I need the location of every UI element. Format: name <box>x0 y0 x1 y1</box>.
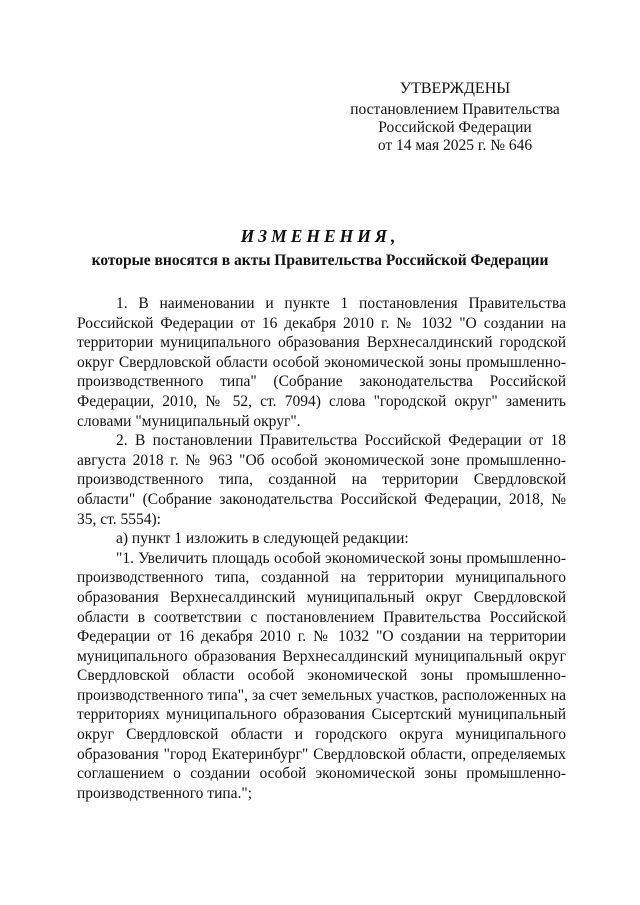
approval-line-3: от 14 мая 2025 г. № 646 <box>377 137 533 154</box>
document-title: ИЗМЕНЕНИЯ, <box>240 226 400 246</box>
paragraph-quoted-point-1: "1. Увеличить площадь особой экономической зоны промышленно-производственного типа, созданной на территории муниципального образования Верхнесалдинский муниципальный округ Свердловской области в соответствии с постановлением Правительства Российской Федерации от 16 декабря 2010 г. № 1032 "О создании на территории муниципального образования Верхнесалдинский муниципальный округ Свердловской области особой экономической зоны промышленно-производственного типа", за счет земельных участков, расположенных на территориях муниципального образования Сысертский муниципальный округ Свердловской области и городского округа муниципального образования "город Екатеринбург" Свердловской области, определяемых соглашением о создании особой экономической зоны промышленно-производственного типа."; <box>77 549 566 802</box>
document-body <box>77 294 566 803</box>
paragraph-2: 2. В постановлении Правительства Российской Федерации от 18 августа 2018 г. № 963 "Об особой экономической зоне промышленно-производственного типа, созданной на территории Свердловской области" (Собрание законодательства Российской Федерации, 2018, № 35, ст. 5554): <box>77 432 566 528</box>
document-subtitle: которые вносятся в акты Правительства Российской Федерации <box>91 252 549 269</box>
approval-heading: УТВЕРЖДЕНЫ <box>399 80 511 97</box>
approval-block <box>340 80 570 155</box>
approval-line-2: Российской Федерации <box>378 119 532 136</box>
approval-line-1: постановлением Правительства <box>350 101 560 118</box>
paragraph-item-a: а) пункт 1 изложить в следующей редакции: <box>116 530 409 548</box>
paragraph-1: 1. В наименовании и пункте 1 постановления Правительства Российской Федерации от 16 декабря 2010 г. № 1032 "О создании на территории муниципального образования Верхнесалдинский городской округ Свердловской области особой экономической зоны промышленно-производственного типа" (Собрание законодательства Российской Федерации, 2010, № 52, ст. 7094) слова "городской округ" заменить словами "муниципальный округ". <box>77 295 566 430</box>
